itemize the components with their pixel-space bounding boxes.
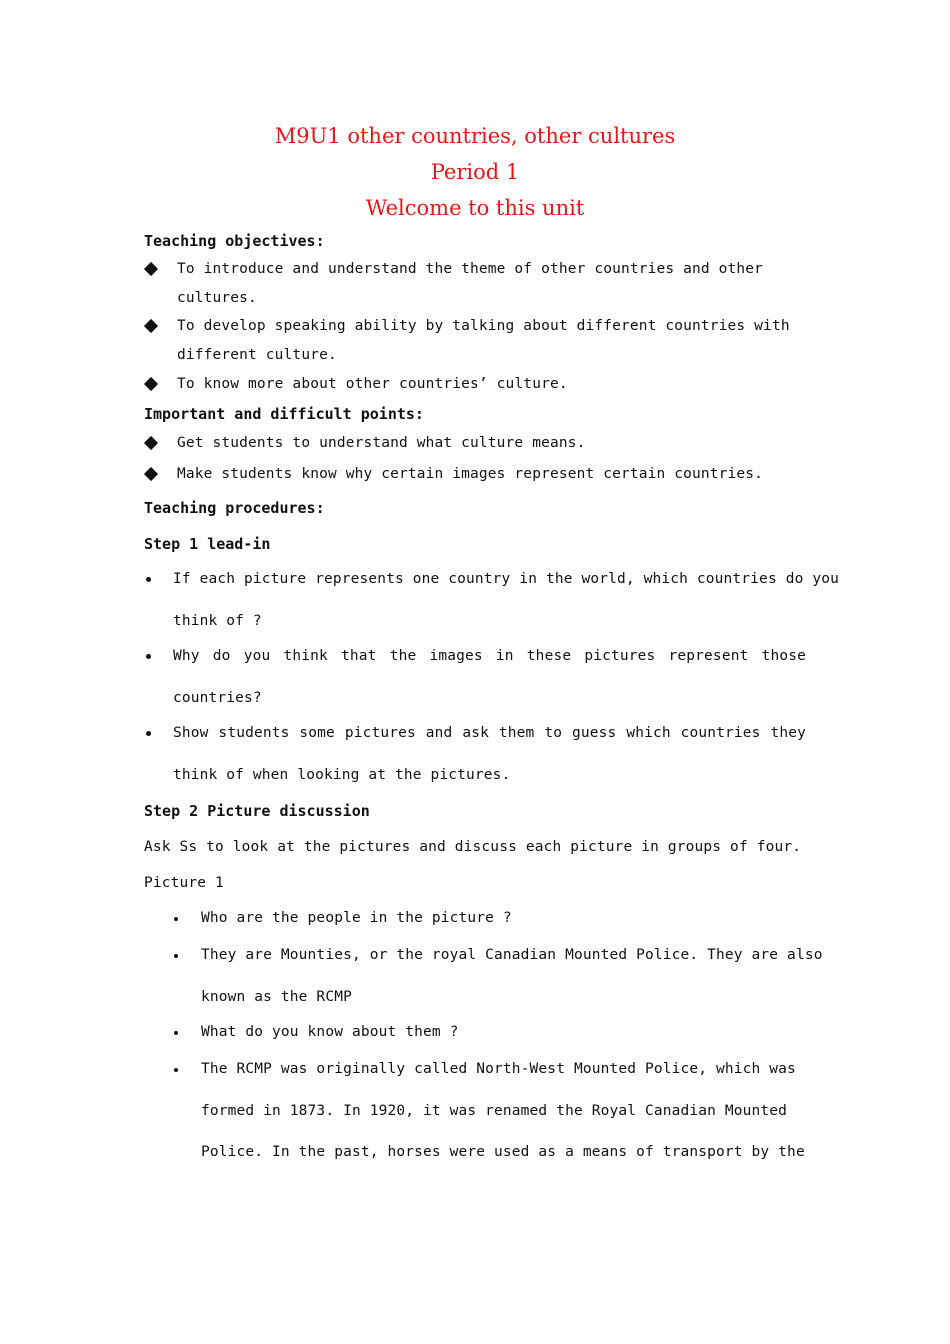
step2-item-1-line-1: Who are the people in the picture ? [201,910,512,926]
objective-3-line-1: To know more about other countries’ culture. [177,376,568,392]
unit-subtitle: Welcome to this unit [365,196,585,220]
objective-2-line-1: To develop speaking ability by talking about different countries with [177,318,790,334]
step1-item-2-line-2: countries? [173,690,262,706]
step1-item-1-line-2: think of ? [173,613,262,629]
step2-intro: Ask Ss to look at the pictures and discuss each picture in groups of four. [144,839,802,855]
bullet-dot-icon [174,954,178,958]
point-2: Make students know why certain images represent certain countries. [177,466,764,482]
step1-item-1-line-1: If each picture represents one country in the world, which countries do you [173,571,839,587]
objectives-heading: Teaching objectives: [144,232,325,250]
step2-item-2-line-2: known as the RCMP [201,989,352,1005]
diamond-bullet-icon [144,436,158,450]
procedures-heading: Teaching procedures: [144,499,325,517]
diamond-bullet-icon [144,262,158,276]
bullet-dot-icon [174,1031,178,1035]
bullet-dot-icon [146,577,151,582]
step1-heading: Step 1 lead-in [144,535,271,553]
step1-item-2-line-1: Why do you think that the images in these pictures represent those [173,648,806,664]
objective-1-line-2: cultures. [177,290,257,306]
step1-item-3-line-2: think of when looking at the pictures. [173,767,511,783]
step2-item-4-line-3: Police. In the past, horses were used as a means of transport by the [201,1144,805,1160]
point-1: Get students to understand what culture means. [177,435,586,451]
step2-item-2-line-1: They are Mounties, or the royal Canadian Mounted Police. They are also [201,947,823,963]
step2-heading: Step 2 Picture discussion [144,802,370,820]
diamond-bullet-icon [144,467,158,481]
step2-item-4-line-2: formed in 1873. In 1920, it was renamed the Royal Canadian Mounted [201,1103,788,1119]
period-subtitle: Period 1 [430,160,520,184]
bullet-dot-icon [174,917,178,921]
bullet-dot-icon [146,654,151,659]
step2-item-4-line-1: The RCMP was originally called North-West Mounted Police, which was [201,1061,796,1077]
diamond-bullet-icon [144,319,158,333]
step2-item-3-line-1: What do you know about them ? [201,1024,459,1040]
points-heading: Important and difficult points: [144,405,424,423]
bullet-dot-icon [146,731,151,736]
bullet-dot-icon [174,1068,178,1072]
diamond-bullet-icon [144,377,158,391]
objective-2-line-2: different culture. [177,347,337,363]
step1-item-3-line-1: Show students some pictures and ask them to guess which countries they [173,725,806,741]
picture-label: Picture 1 [144,875,224,891]
objective-1-line-1: To introduce and understand the theme of other countries and other [177,261,764,277]
document-title: M9U1 other countries, other cultures [274,124,676,148]
